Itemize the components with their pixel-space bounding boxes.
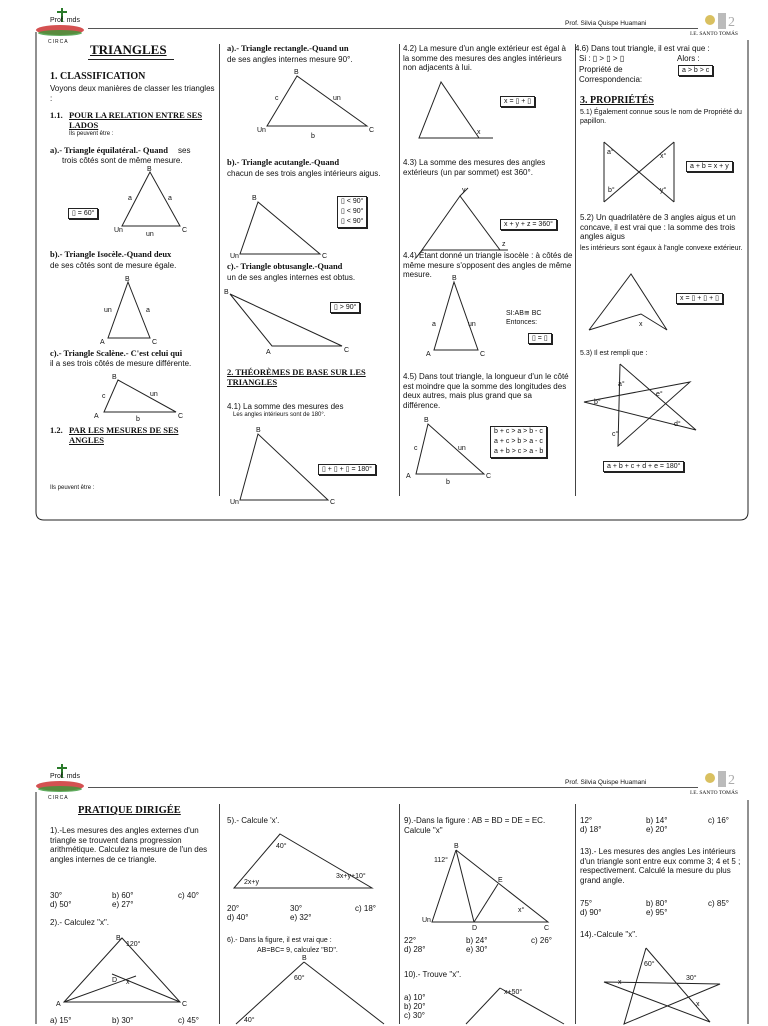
isosceles-triangle-figure <box>100 274 170 346</box>
svg-text:C: C <box>178 413 184 420</box>
right-triangle-title: a).- Triangle rectangle.-Quand un <box>227 43 349 53</box>
page-title: TRIANGLES <box>90 42 167 57</box>
title-underline <box>88 59 174 60</box>
teacher-name: Prof. Silvia Quispe Huamani <box>565 20 647 27</box>
svg-text:C: C <box>182 1001 188 1008</box>
svg-text:2x+y: 2x+y <box>244 879 259 886</box>
subsection-1-2-title: PAR LES MESURES DE SES ANGLES <box>69 425 179 445</box>
svg-text:a°: a° <box>607 149 614 156</box>
property-5-2-subtext: les intérieurs sont égaux à l'angle convexe extérieur. <box>580 245 743 252</box>
svg-text:un: un <box>150 391 158 398</box>
question-6-figure <box>232 956 392 1024</box>
logo-text: Prof. mds <box>50 773 80 780</box>
question-9-option: c) 26° <box>531 936 552 945</box>
acute-triangle-title: b).- Triangle acutangle.-Quand <box>227 157 340 167</box>
svg-text:C: C <box>330 499 336 506</box>
column-divider <box>219 44 220 496</box>
question-12-option: e) 20° <box>646 825 668 834</box>
exterior-angle-formula-box: x = ▯ + ▯ <box>500 96 535 107</box>
butterfly-figure <box>598 138 680 206</box>
logo-text: Prof. mds <box>50 17 80 24</box>
svg-text:2: 2 <box>728 15 735 30</box>
svg-text:b°: b° <box>594 399 601 406</box>
svg-text:C: C <box>344 347 350 354</box>
svg-text:B: B <box>116 935 121 942</box>
svg-text:Un: Un <box>230 499 239 506</box>
property-5-1-text: 5.1) Également connue sous le nom de Propriété du papillon. <box>580 109 742 125</box>
svg-text:C: C <box>182 227 188 234</box>
isosceles-base-angles-figure <box>422 274 492 358</box>
svg-text:a: a <box>432 321 436 328</box>
svg-text:60°: 60° <box>644 961 655 968</box>
question-5-text: 5).- Calcule 'x'. <box>227 816 280 825</box>
question-1-option: e) 27° <box>112 900 134 909</box>
obtuse-formula-box: ▯ > 90° <box>330 302 360 313</box>
property-5-2-text: 5.2) Un quadrilatère de 3 angles aigus et un concave, il est vrai que : la somme des trois angles aigus <box>580 213 736 241</box>
svg-text:b: b <box>136 416 140 423</box>
acute-angles-box <box>337 196 367 228</box>
svg-text:c: c <box>414 445 418 452</box>
theorem-4-3-text: 4.3) La somme des mesures des angles extérieurs (un par sommet) est 360°. <box>403 158 546 177</box>
isosceles-formula-box: ▯ = ▯ <box>528 333 552 344</box>
theorem-4-4-condition: SI:AB≅ BC <box>506 310 542 317</box>
equilateral-text: trois côtés sont de même mesure. <box>62 156 183 165</box>
svg-text:Un: Un <box>230 253 239 260</box>
obtuse-triangle-title: c).- Triangle obtusangle.-Quand <box>227 261 343 271</box>
question-13-option: d) 90° <box>580 908 602 917</box>
svg-text:C: C <box>152 339 158 346</box>
subsection-note: Ils peuvent être : <box>50 485 95 491</box>
question-1-option: 30° <box>50 891 63 900</box>
question-9-option: 22° <box>404 936 417 945</box>
svg-text:un: un <box>333 95 341 102</box>
practice-title: PRATIQUE DIRIGÉE <box>78 805 181 816</box>
svg-text:d°: d° <box>674 421 681 428</box>
svg-text:b: b <box>311 133 315 140</box>
acute-triangle-text: chacun de ses trois angles intérieurs aigus. <box>227 169 381 178</box>
svg-text:40°: 40° <box>276 843 287 850</box>
svg-text:x°: x° <box>660 153 667 160</box>
subsection-number: 1.2. <box>50 425 63 435</box>
equilateral-title: a).- Triangle équilatéral.- Quand <box>50 145 168 155</box>
svg-text:x°: x° <box>518 907 525 914</box>
section-3-title: 3. PROPRIÉTÉS <box>580 95 654 106</box>
inequality-line: a + c > b > a - c <box>494 438 543 445</box>
question-9-text: 9).-Dans la figure : AB = BD = DE = EC. Calcule "x" <box>404 816 546 835</box>
section-2-title: 2. THÉORÈMES DE BASE SUR LES TRIANGLES <box>227 367 366 387</box>
svg-text:b°: b° <box>608 187 615 194</box>
question-5-figure <box>230 828 390 894</box>
scalene-text: il a ses trois côtés de mesure différente. <box>50 359 192 368</box>
svg-text:B: B <box>125 276 130 283</box>
property-4-6-label: Propriété de <box>579 65 623 74</box>
question-9-figure <box>420 843 560 932</box>
right-triangle-figure <box>255 66 380 142</box>
theorem-4-1-text: 4.1) La somme des mesures des <box>227 402 344 411</box>
question-5-option: c) 18° <box>355 904 376 913</box>
svg-text:A: A <box>406 473 411 480</box>
svg-text:Un: Un <box>422 917 431 924</box>
property-4-6-condition: Si : ▯ > ▯ > ▯ <box>579 54 625 63</box>
svg-text:un: un <box>104 307 112 314</box>
triangle-inequality-figure <box>404 414 494 486</box>
svg-text:B: B <box>224 289 229 296</box>
exterior-sum-formula-box: x + y + z = 360° <box>500 219 557 230</box>
svg-text:C: C <box>544 925 550 932</box>
acute-condition: ▯ < 90° <box>341 208 364 215</box>
property-4-6-label-2: Correspondencia: <box>579 75 643 84</box>
svg-text:B: B <box>256 427 261 434</box>
svg-text:y: y <box>462 187 466 194</box>
obtuse-triangle-text: un de ses angles internes est obtus. <box>227 273 356 282</box>
question-9-option: b) 24° <box>466 936 488 945</box>
theorem-4-5-text: 4.5) Dans tout triangle, la longueur d'un le côté est moindre que la somme des longitudes des deux autres, mais plus grand que sa différence. <box>403 372 569 410</box>
svg-text:C: C <box>480 351 486 358</box>
svg-text:A: A <box>100 339 105 346</box>
question-6-text: 6).- Dans la figure, il est vrai que : <box>227 937 332 944</box>
svg-text:40°: 40° <box>244 1017 255 1024</box>
question-10-option: c) 30° <box>404 1011 425 1020</box>
svg-text:b: b <box>446 479 450 486</box>
school-name: I.E. SANTO TOMÁS <box>690 31 738 37</box>
isosceles-text: de ses côtés sont de mesure égale. <box>50 261 177 270</box>
star-formula-box: a + b + c + d + e = 180° <box>603 461 684 472</box>
svg-text:a: a <box>128 195 132 202</box>
question-5-option: 20° <box>227 904 240 913</box>
equilateral-triangle-figure <box>110 166 190 236</box>
svg-text:c: c <box>102 393 106 400</box>
column-divider <box>575 804 576 1024</box>
question-2-option: c) 45° <box>178 1016 199 1025</box>
svg-text:A: A <box>266 349 271 356</box>
question-13-option: e) 95° <box>646 908 668 917</box>
svg-text:2: 2 <box>728 773 735 788</box>
right-triangle-text: de ses angles internes mesure 90°. <box>227 55 353 64</box>
question-13-option: 75° <box>580 899 593 908</box>
svg-text:B: B <box>112 374 117 381</box>
question-2-figure <box>56 932 196 1008</box>
svg-text:A: A <box>94 413 99 420</box>
scalene-triangle-figure <box>92 372 192 422</box>
question-13-text: 13).- Les mesures des angles Les intérieurs d'un triangle sont entre eux comme 3; 4 et 5 ; respectivement. Calculé la mesure du plus grand angle. <box>580 847 741 885</box>
question-5-option: 30° <box>290 904 303 913</box>
svg-text:x: x <box>696 1001 700 1008</box>
butterfly-formula-box: a + b = x + y <box>686 161 733 172</box>
question-9-option: d) 28° <box>404 945 426 954</box>
obtuse-triangle-figure <box>224 286 354 356</box>
equilateral-title-tail: ses <box>178 146 191 155</box>
svg-text:x: x <box>618 979 622 986</box>
svg-text:un: un <box>458 445 466 452</box>
svg-text:B: B <box>294 69 299 76</box>
angle-sum-formula-box: ▯ + ▯ + ▯ = 180° <box>318 464 376 475</box>
svg-text:A: A <box>426 351 431 358</box>
svg-text:D: D <box>472 925 478 932</box>
svg-text:112°: 112° <box>434 857 448 864</box>
question-10-option: a) 10° <box>404 993 426 1002</box>
svg-text:a: a <box>146 307 150 314</box>
triangle-inequality-box <box>490 426 547 458</box>
question-10-option: b) 20° <box>404 1002 426 1011</box>
teacher-name: Prof. Silvia Quispe Huamani <box>565 779 647 786</box>
question-9-option: e) 30° <box>466 945 488 954</box>
svg-text:C: C <box>369 127 375 134</box>
svg-text:B: B <box>252 195 257 202</box>
question-10-text: 10).- Trouve "x". <box>404 970 462 979</box>
svg-text:a°: a° <box>618 381 625 388</box>
star-pentagon-figure <box>580 360 705 450</box>
isosceles-title: b).- Triangle Isocèle.-Quand deux <box>50 249 172 259</box>
acute-condition: ▯ < 90° <box>341 218 364 225</box>
svg-text:x: x <box>477 129 481 136</box>
svg-text:D: D <box>112 977 118 984</box>
question-13-option: b) 80° <box>646 899 668 908</box>
svg-text:a: a <box>168 195 172 202</box>
svg-text:B: B <box>147 166 152 173</box>
section-1-intro: Voyons deux manières de classer les triangles : <box>50 84 215 103</box>
svg-text:un: un <box>146 231 154 238</box>
subsection-1-1-title: POUR LA RELATION ENTRE SES LADOS <box>69 110 203 130</box>
question-2-option: b) 30° <box>112 1016 134 1025</box>
svg-text:c: c <box>275 95 279 102</box>
svg-text:x: x <box>639 321 643 328</box>
school-name: I.E. SANTO TOMÁS <box>690 790 738 796</box>
theorem-4-4-then: Entonces: <box>506 319 538 326</box>
svg-text:Un: Un <box>114 227 123 234</box>
question-2-text: 2).- Calculez "x". <box>50 918 110 927</box>
theorem-4-2-text: 4.2) La mesure d'un angle extérieur est égal à la somme des mesures des angles intérieurs non adjacents à lui. <box>403 44 566 72</box>
svg-text:x: x <box>126 979 130 986</box>
question-12-option: c) 16° <box>708 816 729 825</box>
subsection-number: 1.1. <box>50 110 63 120</box>
svg-text:Un: Un <box>257 127 266 134</box>
question-5-option: e) 32° <box>290 913 312 922</box>
question-1-option: d) 50° <box>50 900 72 909</box>
svg-text:C: C <box>486 473 492 480</box>
acute-condition: ▯ < 90° <box>341 198 364 205</box>
svg-text:c°: c° <box>612 431 619 438</box>
theorem-4-4-text: 4.4) Étant donné un triangle isocèle : à côtés de même mesure s'opposent des angles de même mesure. <box>403 251 573 279</box>
svg-text:E: E <box>498 877 503 884</box>
exterior-angles-sum-figure <box>412 188 510 258</box>
svg-text:3x+y+10°: 3x+y+10° <box>336 873 366 880</box>
inequality-line: b + c > a > b - c <box>494 428 543 435</box>
svg-text:z: z <box>502 241 506 248</box>
question-12-option: b) 14° <box>646 816 668 825</box>
inequality-line: a + b > c > a - b <box>494 448 544 455</box>
question-10-figure <box>460 982 570 1024</box>
question-1-text: 1).-Les mesures des angles externes d'un triangle se trouvent dans progression arithmétique. Calculez la mesure de l'un des angles internes de ce triangle. <box>50 826 208 864</box>
column-divider <box>399 804 400 1024</box>
question-2-option: a) 15° <box>50 1016 72 1025</box>
svg-text:y°: y° <box>660 187 667 194</box>
svg-text:C: C <box>322 253 328 260</box>
svg-text:B: B <box>302 955 307 962</box>
svg-text:un: un <box>468 321 476 328</box>
question-1-option: b) 60° <box>112 891 134 900</box>
equilateral-formula-box: ▯ = 60° <box>68 208 98 219</box>
property-4-6-title: 4.6) Dans tout triangle, il est vrai que : <box>575 44 710 53</box>
question-14-star-figure <box>600 944 730 1024</box>
logo-subtext: CIRCA <box>48 39 69 45</box>
section-1-title: 1. CLASSIFICATION <box>50 71 146 82</box>
svg-text:x+50°: x+50° <box>504 989 523 996</box>
theorem-4-1-subtext: Les angles intérieurs sont de 180°. <box>233 412 326 418</box>
property-5-3-text: 5.3) Il est rempli que : <box>580 350 648 357</box>
svg-text:30°: 30° <box>686 975 697 982</box>
exterior-angle-figure <box>405 76 495 146</box>
svg-text:A: A <box>56 1001 61 1008</box>
svg-text:120°: 120° <box>126 941 141 948</box>
scalene-title: c).- Triangle Scalène.- C'est celui qui <box>50 348 183 358</box>
question-12-option: 12° <box>580 816 593 825</box>
acute-triangle-figure <box>228 192 328 262</box>
question-12-option: d) 18° <box>580 825 602 834</box>
svg-text:60°: 60° <box>294 975 305 982</box>
concave-quadrilateral-figure <box>585 268 671 336</box>
logo-subtext: CIRCA <box>48 795 69 801</box>
question-14-text: 14).-Calcule "x". <box>580 930 638 939</box>
svg-text:B: B <box>452 275 457 282</box>
correspondence-box: a > b > c <box>678 65 713 76</box>
concave-formula-box: x = ▯ + ▯ + ▯ <box>676 293 723 304</box>
column-divider <box>399 44 400 496</box>
svg-text:B: B <box>424 417 429 424</box>
svg-text:e°: e° <box>656 391 663 398</box>
question-13-option: c) 85° <box>708 899 729 908</box>
property-4-6-then: Alors : <box>677 54 700 63</box>
svg-text:B: B <box>454 843 459 850</box>
question-1-option: c) 40° <box>178 891 199 900</box>
question-6-subtext: AB=BC= 9, calculez "BD". <box>257 947 338 954</box>
question-5-option: d) 40° <box>227 913 249 922</box>
subsection-note: Ils peuvent être : <box>69 131 114 137</box>
